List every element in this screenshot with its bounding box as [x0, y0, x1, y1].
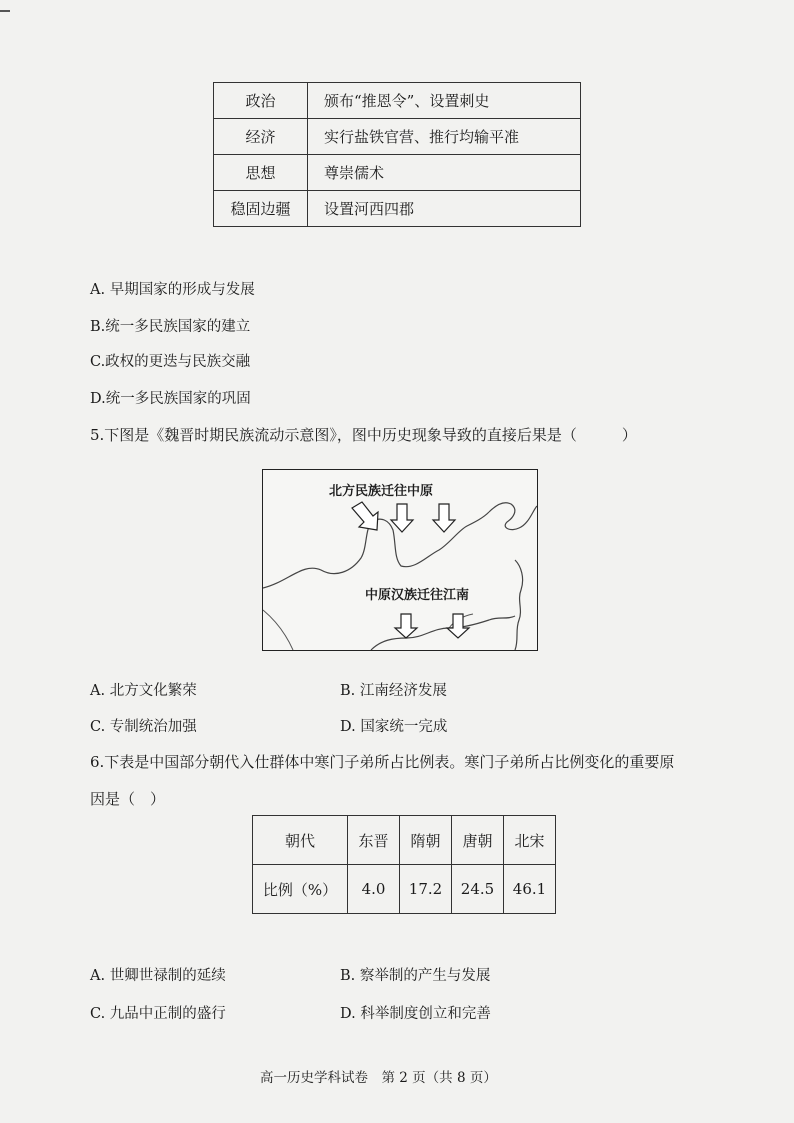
value-cell: 4.0 — [348, 865, 400, 914]
q4-option-a[interactable]: A. 早期国家的形成与发展 — [90, 282, 255, 298]
map-label-south: 中原汉族迁往江南 — [365, 588, 470, 603]
q4-option-c[interactable]: C.政权的更迭与民族交融 — [90, 354, 251, 370]
policy-key: 稳固边疆 — [214, 191, 308, 227]
table-row — [253, 816, 556, 865]
table-row — [214, 119, 581, 155]
q5-option-d[interactable]: D. 国家统一完成 — [340, 719, 448, 735]
migration-map — [262, 469, 538, 651]
table-row — [253, 865, 556, 914]
value-cell: 24.5 — [452, 865, 504, 914]
q6-stem-line2: 因是（ ） — [90, 790, 166, 808]
q5-option-a[interactable]: A. 北方文化繁荣 — [90, 683, 197, 699]
policy-key: 思想 — [214, 155, 308, 191]
table-row — [214, 155, 581, 191]
q6-stem-line1: 6.下表是中国部分朝代入仕群体中寒门子弟所占比例表。寒门子弟所占比例变化的重要原 — [90, 753, 675, 771]
southwest-edge — [263, 610, 293, 650]
q4-option-b[interactable]: B.统一多民族国家的建立 — [90, 319, 251, 335]
north-arrow-2 — [391, 504, 413, 532]
policy-value: 实行盐铁官营、推行均输平准 — [308, 119, 581, 155]
policy-value: 颁布“推恩令”、设置刺史 — [308, 83, 581, 119]
q6-option-b[interactable]: B. 察举制的产生与发展 — [340, 968, 491, 984]
map-label-north: 北方民族迁往中原 — [329, 484, 434, 499]
q5-stem: 5.下图是《魏晋时期民族流动示意图》，图中历史现象导致的直接后果是（ ） — [90, 426, 637, 444]
q6-option-d[interactable]: D. 科举制度创立和完善 — [340, 1006, 491, 1022]
policy-key: 政治 — [214, 83, 308, 119]
yangtze-river-line — [371, 616, 515, 650]
value-cell: 46.1 — [504, 865, 556, 914]
policy-table — [213, 82, 581, 227]
table-row — [214, 191, 581, 227]
table-row — [214, 83, 581, 119]
header-label: 朝代 — [253, 816, 348, 865]
q5-option-c[interactable]: C. 专制统治加强 — [90, 719, 197, 735]
q4-option-d[interactable]: D.统一多民族国家的巩固 — [90, 391, 251, 407]
policy-key: 经济 — [214, 119, 308, 155]
north-arrow-3 — [433, 504, 455, 532]
page-footer: 高一历史学科试卷 第 2 页（共 8 页） — [260, 1070, 497, 1086]
dynasty-cell: 隋朝 — [400, 816, 452, 865]
dynasty-cell: 东晋 — [348, 816, 400, 865]
q6-option-a[interactable]: A. 世卿世禄制的延续 — [90, 968, 226, 984]
coastline — [489, 503, 537, 650]
ratio-table — [252, 815, 556, 914]
dynasty-cell: 唐朝 — [452, 816, 504, 865]
north-arrow-1 — [352, 502, 378, 530]
dynasty-cell: 北宋 — [504, 816, 556, 865]
row-label: 比例（%） — [253, 865, 348, 914]
q6-option-c[interactable]: C. 九品中正制的盛行 — [90, 1006, 226, 1022]
scan-edge-mark — [0, 10, 10, 12]
policy-value: 尊崇儒术 — [308, 155, 581, 191]
q5-option-b[interactable]: B. 江南经济发展 — [340, 683, 447, 699]
policy-value: 设置河西四郡 — [308, 191, 581, 227]
value-cell: 17.2 — [400, 865, 452, 914]
south-arrow-1 — [395, 614, 417, 638]
